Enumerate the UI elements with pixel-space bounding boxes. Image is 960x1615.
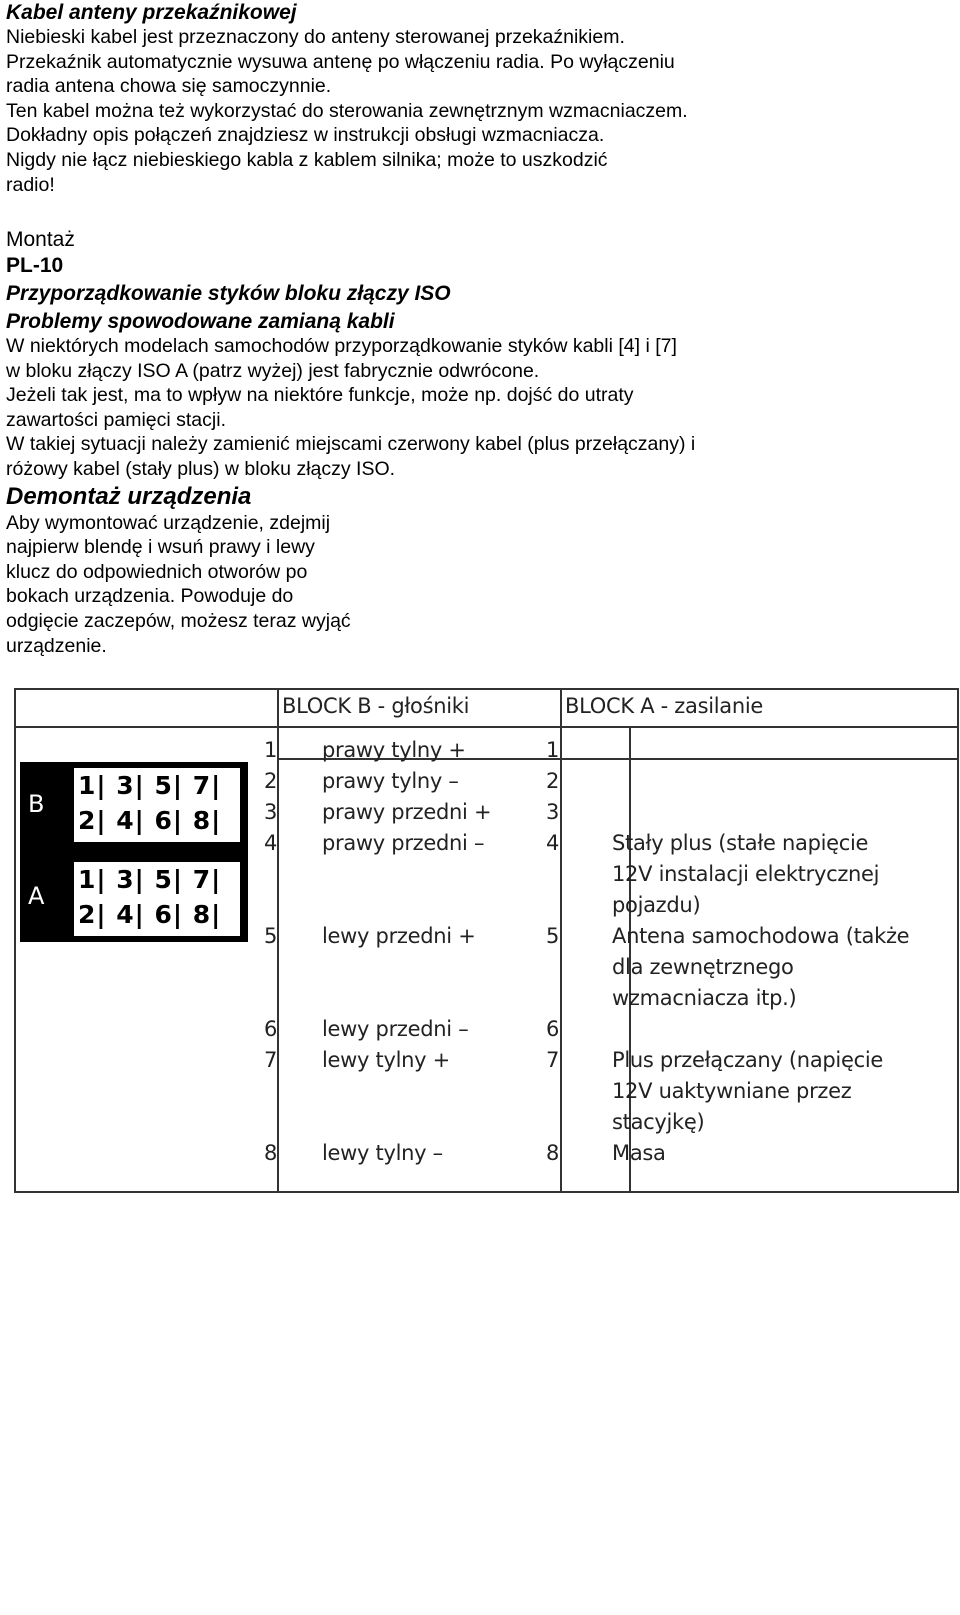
- pin-b-number: 5: [264, 924, 278, 948]
- pin-a-description: stacyjkę): [612, 1110, 705, 1134]
- paragraph-line: w bloku złączy ISO A (patrz wyżej) jest fabrycznie odwrócone.: [6, 359, 540, 382]
- paragraph-line: urządzenie.: [6, 634, 107, 657]
- pin-b-description: lewy przedni –: [322, 1017, 469, 1041]
- pin-a-description: pojazdu): [612, 893, 701, 917]
- pin-a-description: Masa: [612, 1141, 666, 1165]
- iso-pinout-table: [14, 688, 959, 1193]
- pin-a-number: 7: [546, 1048, 560, 1072]
- pin-b-description: lewy tylny +: [322, 1048, 450, 1072]
- connector-b-row2: 2| 4| 6| 8|: [78, 806, 222, 835]
- connector-a-row2: 2| 4| 6| 8|: [78, 900, 222, 929]
- block-a-header: BLOCK A - zasilanie: [565, 694, 764, 718]
- paragraph-line: radia antena chowa się samoczynnie.: [6, 75, 332, 98]
- pin-b-number: 2: [264, 769, 278, 793]
- paragraph-line: Dokładny opis połączeń znajdziesz w instrukcji obsługi wzmacniacza.: [6, 124, 605, 147]
- paragraph-line: Nigdy nie łącz niebieskiego kabla z kablem silnika; może to uszkodzić: [6, 148, 608, 171]
- connector-label-b: B: [28, 790, 45, 818]
- paragraph-line: Jeżeli tak jest, ma to wpływ na niektóre funkcje, może np. dojść do utraty: [6, 384, 634, 407]
- paragraph-line: najpierw blendę i wsuń prawy i lewy: [6, 536, 315, 559]
- paragraph-line: odgięcie zaczepów, możesz teraz wyjąć: [6, 609, 351, 632]
- pin-a-description: 12V uaktywniane przez: [612, 1079, 852, 1103]
- paragraph-line: różowy kabel (stały plus) w bloku złączy ISO.: [6, 457, 396, 480]
- block-b-header: BLOCK B - głośniki: [282, 694, 470, 718]
- pin-a-description: 12V instalacji elektrycznej: [612, 862, 880, 886]
- pin-a-number: 6: [546, 1017, 560, 1041]
- paragraph-line: bokach urządzenia. Powoduje do: [6, 585, 294, 608]
- pin-b-number: 1: [264, 738, 278, 762]
- iso-heading: Przyporządkowanie styków bloku złączy ISO: [6, 282, 451, 305]
- pin-a-description: Plus przełączany (napięcie: [612, 1048, 883, 1072]
- paragraph-line: W niektórych modelach samochodów przyporządkowanie styków kabli [4] i [7]: [6, 335, 677, 357]
- pin-a-description: Stały plus (stałe napięcie: [612, 831, 869, 855]
- montaz-label: Montaż: [6, 228, 75, 251]
- pin-b-description: lewy przedni +: [322, 924, 476, 948]
- pin-b-number: 6: [264, 1017, 278, 1041]
- pin-b-description: prawy tylny –: [322, 769, 459, 793]
- paragraph-line: zawartości pamięci stacji.: [6, 408, 226, 431]
- pin-b-description: lewy tylny –: [322, 1141, 443, 1165]
- pin-b-number: 3: [264, 800, 278, 824]
- paragraph-line: Ten kabel można też wykorzystać do sterowania zewnętrznym wzmacniaczem.: [6, 99, 688, 122]
- iso-connector-diagram: [20, 762, 248, 942]
- pin-b-description: prawy przedni –: [322, 831, 485, 855]
- pin-a-description: dla zewnętrznego: [612, 955, 794, 979]
- pin-a-number: 3: [546, 800, 560, 824]
- connector-a-row1: 1| 3| 5| 7|: [78, 865, 222, 894]
- paragraph-line: klucz do odpowiednich otworów po: [6, 560, 308, 583]
- pin-a-number: 2: [546, 769, 560, 793]
- pin-b-number: 4: [264, 831, 278, 855]
- antenna-cable-heading: Kabel anteny przekaźnikowej: [6, 1, 297, 24]
- pin-a-number: 1: [546, 738, 560, 762]
- pin-a-number: 4: [546, 831, 560, 855]
- removal-heading: Demontaż urządzenia: [6, 482, 252, 510]
- connector-b-row1: 1| 3| 5| 7|: [78, 771, 222, 800]
- paragraph-line: Niebieski kabel jest przeznaczony do anteny sterowanej przekaźnikiem.: [6, 26, 625, 48]
- paragraph-line: W takiej sytuacji należy zamienić miejscami czerwony kabel (plus przełączany) i: [6, 433, 696, 456]
- page-number: PL-10: [6, 254, 64, 277]
- paragraph-line: radio!: [6, 173, 55, 196]
- pin-b-number: 8: [264, 1141, 278, 1165]
- pin-b-number: 7: [264, 1048, 278, 1072]
- problems-heading: Problemy spowodowane zamianą kabli: [6, 310, 395, 333]
- pin-a-description: Antena samochodowa (także: [612, 924, 910, 948]
- paragraph-line: Przekaźnik automatycznie wysuwa antenę po włączeniu radia. Po wyłączeniu: [6, 50, 675, 73]
- pin-b-description: prawy przedni +: [322, 800, 492, 824]
- paragraph-line: Aby wymontować urządzenie, zdejmij: [6, 511, 331, 534]
- connector-label-a: A: [28, 882, 45, 910]
- pin-b-description: prawy tylny +: [322, 738, 466, 762]
- pin-a-number: 5: [546, 924, 560, 948]
- pin-a-description: wzmacniacza itp.): [612, 986, 797, 1010]
- pin-a-number: 8: [546, 1141, 560, 1165]
